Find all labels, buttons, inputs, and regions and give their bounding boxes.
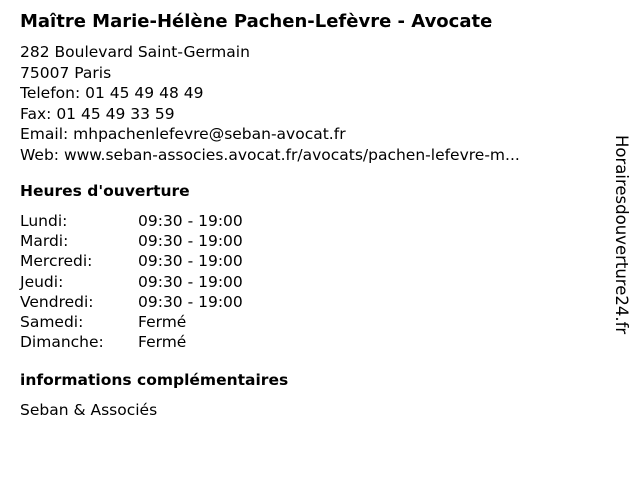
hours-row-wednesday bbox=[20, 251, 610, 271]
hours-row-sunday bbox=[20, 332, 610, 352]
day-label: Dimanche: bbox=[20, 333, 104, 352]
fax-line: Fax: 01 45 49 33 59 bbox=[20, 104, 175, 123]
business-card bbox=[20, 0, 610, 420]
page-title: Maître Marie-Hélène Pachen-Lefèvre - Avocate bbox=[20, 11, 493, 32]
day-hours: 09:30 - 19:00 bbox=[138, 272, 243, 291]
day-label: Mercredi: bbox=[20, 252, 93, 271]
company-name: Seban & Associés bbox=[20, 401, 158, 420]
day-hours: Fermé bbox=[138, 333, 187, 352]
phone-line[interactable]: Telefon: 01 45 49 48 49 bbox=[20, 84, 204, 102]
day-label: Jeudi: bbox=[20, 272, 64, 291]
hours-row-tuesday bbox=[20, 231, 610, 251]
site-watermark: Horairesdouverture24.fr bbox=[612, 135, 631, 335]
hours-row-friday bbox=[20, 292, 610, 312]
day-hours: Fermé bbox=[138, 313, 187, 332]
website-line[interactable]: Web: www.seban-associes.avocat.fr/avocats/pachen-lefevre-m... bbox=[20, 145, 520, 164]
day-label: Vendredi: bbox=[20, 292, 94, 311]
opening-hours-table bbox=[20, 211, 610, 352]
address-street: 282 Boulevard Saint-Germain bbox=[20, 43, 250, 61]
hours-row-thursday bbox=[20, 272, 610, 292]
day-label: Lundi: bbox=[20, 212, 68, 230]
day-hours: 09:30 - 19:00 bbox=[138, 212, 243, 230]
day-hours: 09:30 - 19:00 bbox=[138, 292, 243, 311]
day-label: Samedi: bbox=[20, 313, 84, 332]
hours-row-saturday bbox=[20, 312, 610, 332]
address-city: 75007 Paris bbox=[20, 63, 112, 82]
hours-heading: Heures d'ouverture bbox=[20, 182, 190, 200]
hours-row-monday bbox=[20, 211, 610, 231]
day-label: Mardi: bbox=[20, 232, 69, 251]
extra-info-heading: informations complémentaires bbox=[20, 371, 289, 390]
email-line[interactable]: Email: mhpachenlefevre@seban-avocat.fr bbox=[20, 125, 346, 143]
contact-block bbox=[20, 42, 610, 165]
day-hours: 09:30 - 19:00 bbox=[138, 232, 243, 251]
day-hours: 09:30 - 19:00 bbox=[138, 252, 243, 271]
